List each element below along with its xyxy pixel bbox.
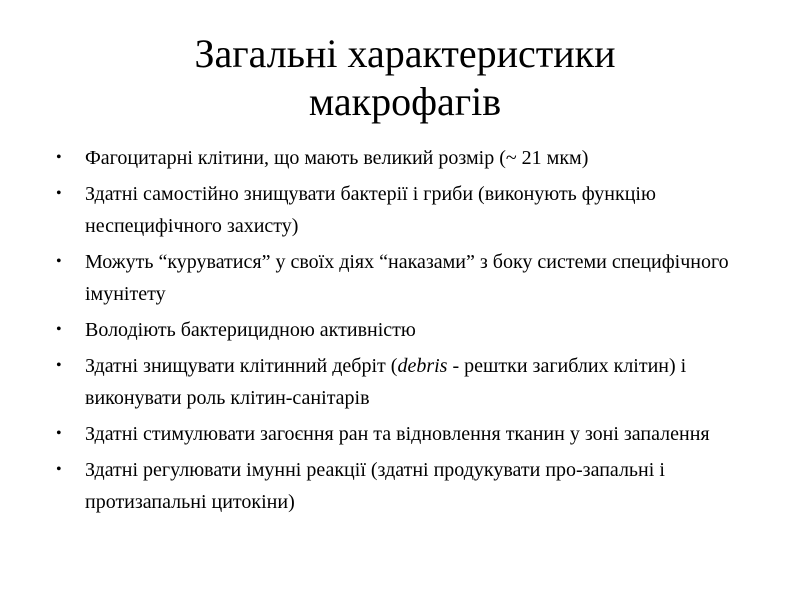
bullet-item-immune-control <box>50 246 765 310</box>
slide-title <box>60 30 750 126</box>
bullet-icon: • <box>56 253 62 270</box>
bullet-text: Здатні регулювати імунні реакції (здатні продукувати про-запальні і протизапальні цитокіни) <box>85 459 665 513</box>
slide-title-line-1: Загальні характеристики <box>194 31 616 76</box>
bullet-icon: • <box>56 425 62 442</box>
bullet-text: Здатні самостійно знищувати бактерії і гриби (виконують функцію неспецифічного захисту) <box>85 183 656 237</box>
bullet-text-debris-term: debris <box>397 355 448 377</box>
bullet-item-immune-regulation <box>50 454 765 518</box>
bullet-text: Володіють бактерицидною активністю <box>85 319 416 341</box>
bullet-text: Здатні стимулювати загоєння ран та відновлення тканин у зоні запалення <box>85 423 710 445</box>
bullet-text: Фагоцитарні клітини, що мають великий розмір (~ 21 мкм) <box>85 147 589 169</box>
bullet-icon: • <box>56 357 62 374</box>
bullet-text-before: Здатні знищувати клітинний дебріт ( <box>85 355 398 377</box>
bullet-icon: • <box>56 461 62 478</box>
bullet-icon: • <box>56 149 62 166</box>
bullet-text: Можуть “куруватися” у своїх діях “наказами” з боку системи специфічного імунітету <box>85 251 729 305</box>
bullet-item-wound-healing <box>50 418 765 450</box>
bullet-icon: • <box>56 185 62 202</box>
bullet-item-bactericidal-activity <box>50 314 765 346</box>
bullet-item-phagocytic-cells <box>50 142 765 174</box>
bullet-icon: • <box>56 321 62 338</box>
bullet-item-debris-clearance <box>50 350 765 414</box>
bullet-list <box>50 142 765 522</box>
slide-title-line-2: макрофагів <box>308 79 502 124</box>
bullet-text <box>85 355 686 409</box>
bullet-item-destroy-bacteria <box>50 178 765 242</box>
bullet-text-after: - рештки загиблих клітин) і виконувати роль клітин-санітарів <box>85 355 687 409</box>
